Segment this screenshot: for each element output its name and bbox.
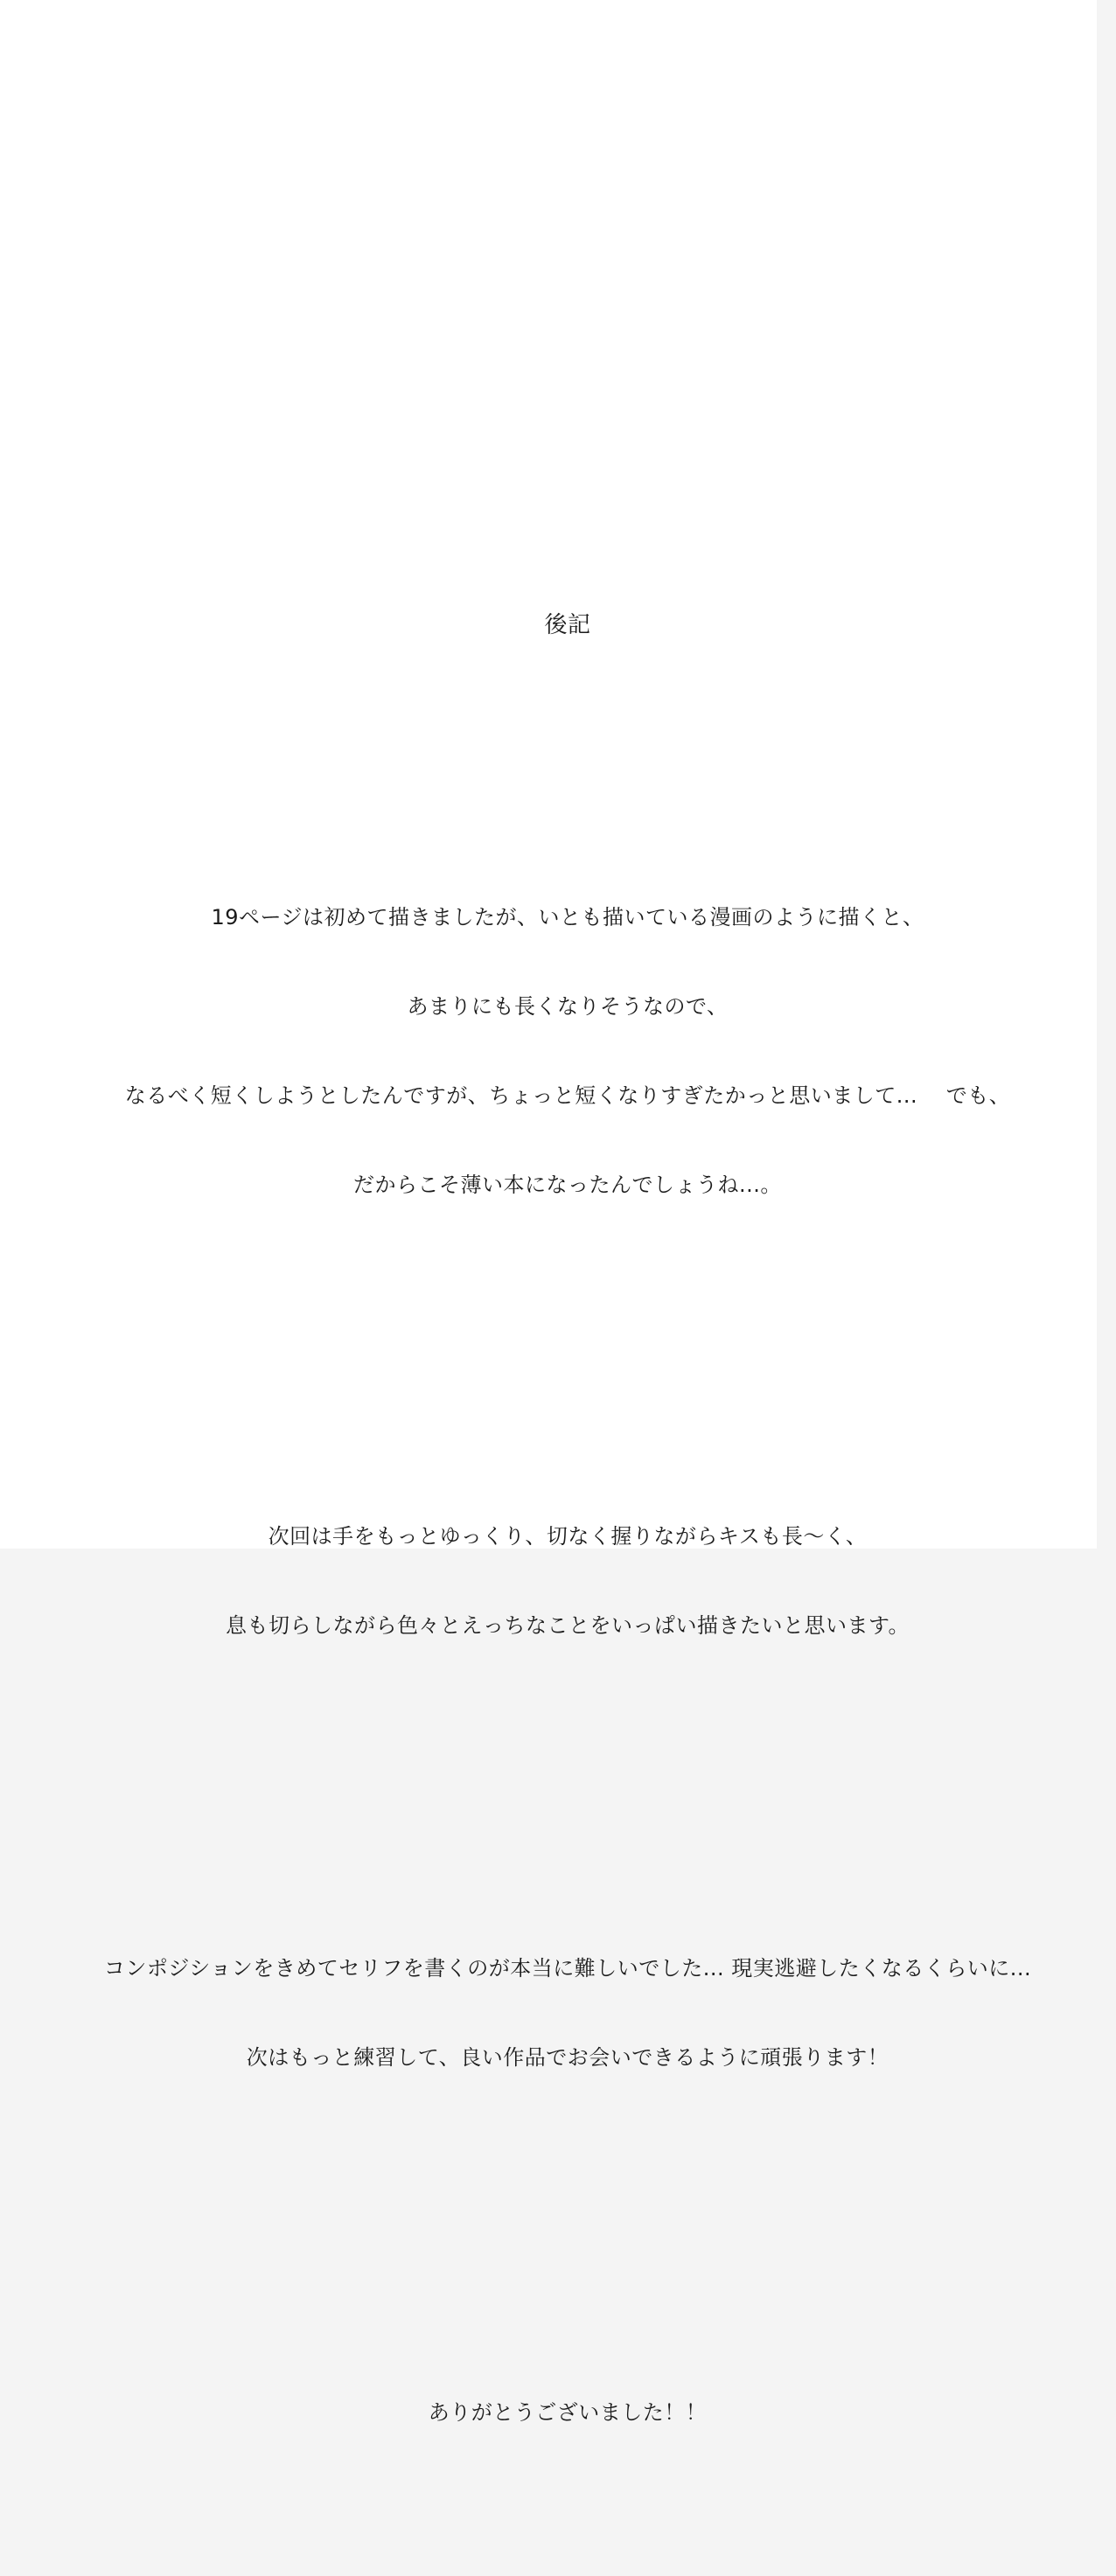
text-line: なるべく短くしようとしたんですが、ちょっと短くなりすぎたかっと思いまして... でも、 [124,1083,1011,1108]
paragraph-spacer [19,729,1116,754]
text-line: 息も切らしながら色々とえっちなことをいっぱい描きたいと思います。 [225,1613,910,1638]
afterword-title: 後記 [544,612,591,638]
paragraph-spacer [19,2221,1116,2249]
paragraph-1 [19,843,1116,1259]
paragraph-2 [19,1462,1116,1700]
text-line: 次回は手をもっとゆっくり、切なく握りながらキスも長〜く、 [268,1524,868,1549]
closing-paragraph [19,2338,1116,2487]
text-line: だからこそ薄い本になったんでしょうね...。 [353,1173,782,1197]
paragraph-spacer [19,1348,1116,1373]
text-line: コンポジションをきめてセリフを書くのが本当に難しいでした... 現実逃避したくなるくらいに... [103,1956,1032,1981]
text-line: あまりにも長くなりそうなので、 [407,994,729,1019]
paragraph-3 [19,1894,1116,2132]
afterword-text-block [19,521,1116,2576]
text-line: 次はもっと練習して、良い作品でお会いできるように頑張ります！ [246,2045,889,2070]
closing-thanks-line: ありがとうございました！！ [428,2400,708,2425]
paragraph-spacer [19,1789,1116,1805]
text-line: 19ページは初めて描きましたが、いとも描いている漫画のように描くと、 [211,905,924,929]
